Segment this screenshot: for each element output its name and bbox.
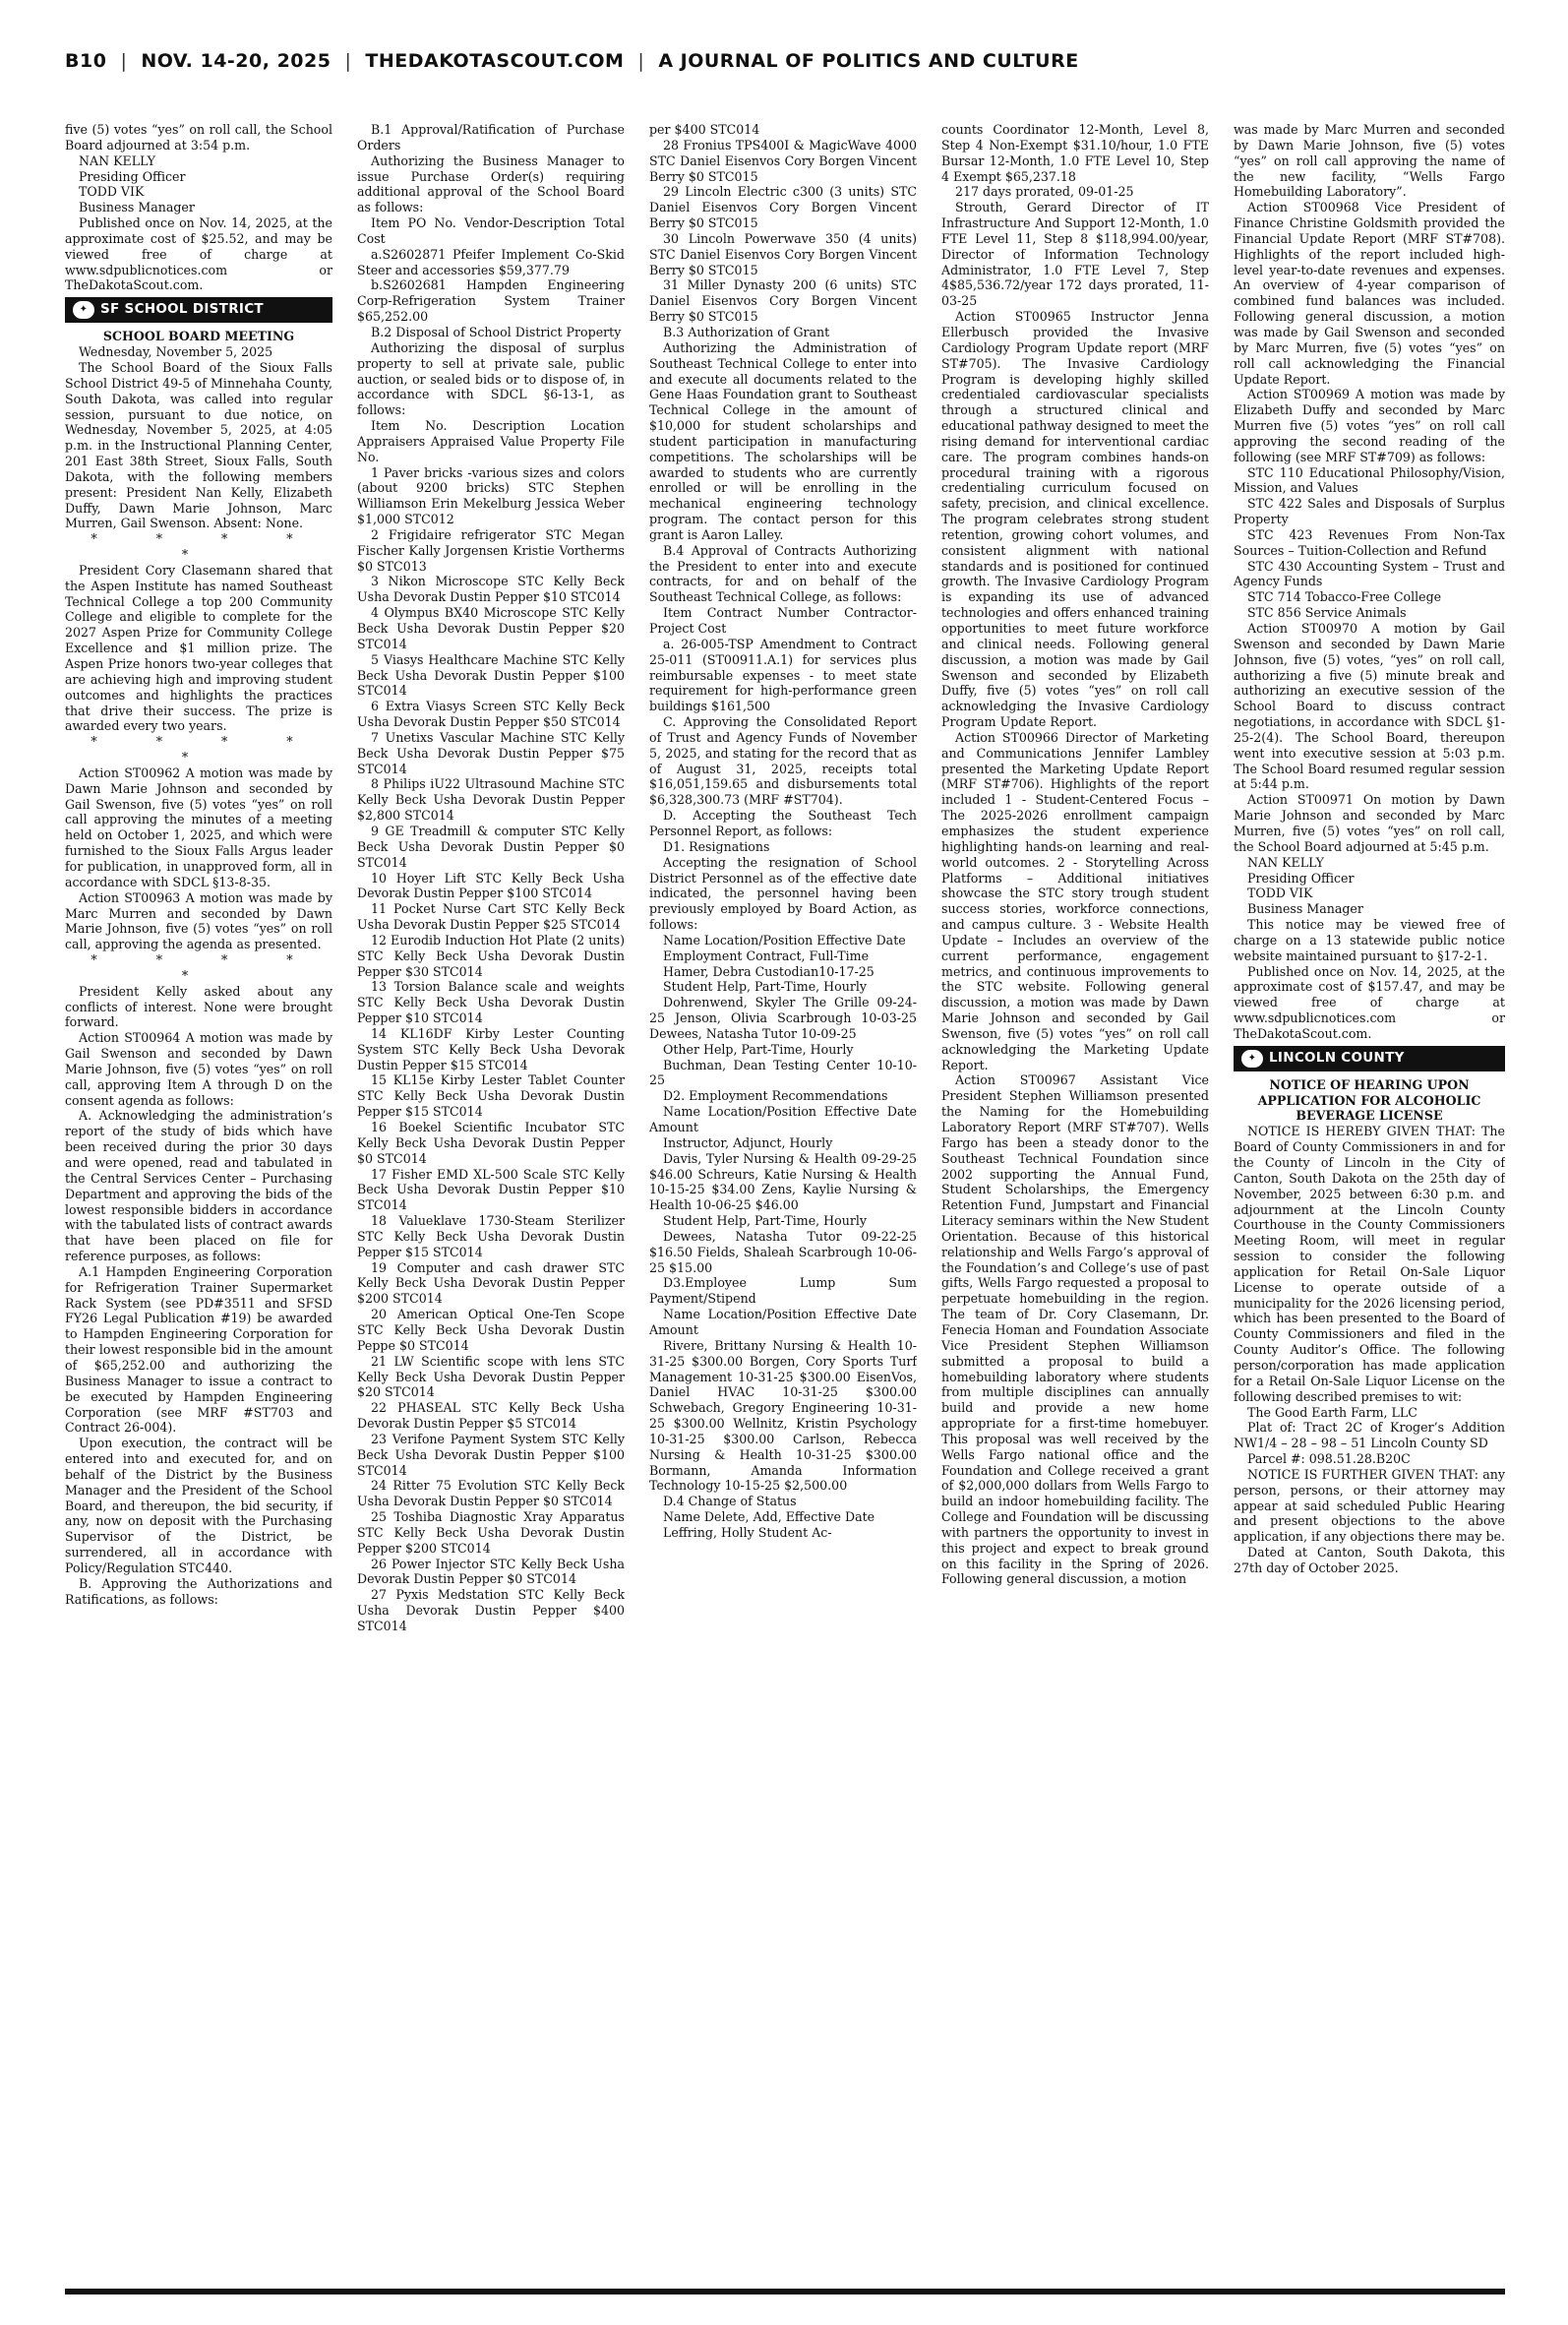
- paragraph: Item Contract Number Contractor-Project Cost: [649, 605, 917, 636]
- paragraph: Name Delete, Add, Effective Date: [663, 1509, 875, 1525]
- column-3: [649, 122, 917, 2287]
- paragraph: Item No. Description Location Appraisers Appraised Value Property File No.: [357, 418, 625, 464]
- list-item: 8 Philips iU22 Ultrasound Machine STC Kelly Beck Usha Devorak Dustin Pepper $2,800 STC014: [357, 776, 625, 824]
- list-item: 24 Ritter 75 Evolution STC Kelly Beck Usha Devorak Dustin Pepper $0 STC014: [357, 1478, 625, 1509]
- paragraph: Name Location/Position Effective Date Amount: [649, 1307, 917, 1337]
- paragraph: Parcel #: 098.51.28.B20C: [1247, 1451, 1411, 1467]
- list-item: 3 Nikon Microscope STC Kelly Beck Usha Devorak Dustin Pepper $10 STC014: [357, 574, 625, 605]
- list-item: 12 Eurodib Induction Hot Plate (2 units) STC Kelly Beck Usha Devorak Dustin Pepper $30 STC014: [357, 932, 625, 979]
- paragraph: D3.Employee Lump Sum Payment/Stipend: [649, 1275, 917, 1307]
- paragraph: per $400 STC014: [649, 122, 760, 137]
- list-item: STC 423 Revenues From Non-Tax Sources – Tuition-Collection and Refund: [1234, 526, 1505, 558]
- paragraph: President Kelly asked about any conflicts of interest. None were brought forward.: [65, 983, 332, 1030]
- list-item: 26 Power Injector STC Kelly Beck Usha Devorak Dustin Pepper $0 STC014: [357, 1556, 625, 1587]
- paragraph: NOTICE IS FURTHER GIVEN THAT: any person, persons, or their attorney may appear at said scheduled Public Hearing and present objections to the above application, if any objections there may be.: [1234, 1466, 1505, 1545]
- list-item: 27 Pyxis Medstation STC Kelly Beck Usha Devorak Dustin Pepper $400 STC014: [357, 1587, 625, 1633]
- section-divider: * * * * *: [90, 734, 321, 765]
- signature-title: Presiding Officer: [1247, 870, 1355, 886]
- list-item: 30 Lincoln Powerwave 350 (4 units) STC Daniel Eisenvos Cory Borgen Vincent Berry $0 STC015: [649, 230, 917, 277]
- list-item: 14 KL16DF Kirby Lester Counting System STC Kelly Beck Usha Devorak Dustin Pepper $15 STC014: [357, 1025, 625, 1072]
- paragraph: Other Help, Part-Time, Hourly: [663, 1041, 854, 1057]
- list-item: 13 Torsion Balance scale and weights STC Kelly Beck Usha Devorak Dustin Pepper $10 STC014: [357, 979, 625, 1026]
- list-item: STC 430 Accounting System – Trust and Agency Funds: [1234, 558, 1505, 589]
- notice-heading: NOTICE OF HEARING UPON APPLICATION FOR ALCOHOLIC BEVERAGE LICENSE: [1257, 1076, 1481, 1124]
- section-banner-lincoln-county: [1234, 1046, 1505, 1071]
- tagline: A JOURNAL OF POLITICS AND CULTURE: [658, 50, 1079, 72]
- paragraph: Action ST00965 Instructor Jenna Ellerbusch provided the Invasive Cardiology Program Update report (MRF ST#705). The Invasive Cardiology Program is developing highly skilled credentialed cardiovascular specialists through a structured clinical and educational pathway designed to meet the rising demand for interventional cardiac care. The program combines hands-on procedural training with a rigorous credentialing curriculum focused on safety, precision, and clinical excellence. The program celebrates strong student retention, growing cohort volumes, and consistent alignment with national standards and is positioned for continued growth. The Invasive Cardiology Program is expanding its use of advanced technologies and offers enhanced training opportunities to meet future workforce and clinical needs. Following general discussion, a motion was made by Gail Swenson and seconded by Elizabeth Duffy, five (5) votes “yes” on roll call acknowledging the Invasive Cardiology Program Update Report.: [941, 309, 1209, 730]
- paragraph: The Good Earth Farm, LLC: [1247, 1404, 1417, 1420]
- paragraph: Action ST00968 Vice President of Finance Christine Goldsmith provided the Financial Update Report (MRF ST#708). Highlights of the report included high-level year-to-date revenues and expenses. An overview of 4-year comparison of combined fund balances was included. Following general discussion, a motion was made by Gail Swenson and seconded by Marc Murren, five (5) votes “yes” on roll call acknowledging the Financial Update Report.: [1234, 200, 1505, 387]
- paragraph: counts Coordinator 12-Month, Level 8, Step 4 Non-Exempt $31.10/hour, 1.0 FTE Bursar 12-Month, 1.0 FTE Level 10, Step 4 Exempt $65,237.18: [941, 122, 1209, 184]
- list-item: 11 Pocket Nurse Cart STC Kelly Beck Usha Devorak Dustin Pepper $25 STC014: [357, 901, 625, 933]
- paragraph: Strouth, Gerard Director of IT Infrastructure And Support 12-Month, 1.0 FTE Level 11, Step 8 $118,994.00/year, Director of Information Technology Administrator, 1.0 FTE Level 7, Step 4$85,536.72/year 172 days prorated, 11-03-25: [941, 200, 1209, 309]
- signature-name: TODD VIK: [1247, 886, 1313, 901]
- list-item: STC 856 Service Animals: [1247, 605, 1407, 621]
- list-item: 31 Miller Dynasty 200 (6 units) STC Daniel Eisenvos Cory Borgen Vincent Berry $0 STC015: [649, 277, 917, 325]
- paragraph: a. 26-005-TSP Amendment to Contract 25-011 (ST00911.A.1) for services plus reimbursable expenses - to meet state requirement for high-performance green buildings $161,500: [649, 636, 917, 714]
- column-4: [941, 122, 1209, 2287]
- list-item: 4 Olympus BX40 Microscope STC Kelly Beck Usha Devorak Dustin Pepper $20 STC014: [357, 605, 625, 651]
- bottom-rule: [65, 2289, 1505, 2294]
- list-item: 23 Verifone Payment System STC Kelly Beck Usha Devorak Dustin Pepper $100 STC014: [357, 1431, 625, 1478]
- header-separator: |: [637, 50, 645, 72]
- paragraph: This notice may be viewed free of charge on a 13 statewide public notice website maintained pursuant to §17-2-1.: [1234, 917, 1505, 963]
- list-item: 29 Lincoln Electric c300 (3 units) STC Daniel Eisenvos Cory Borgen Vincent Berry $0 STC015: [649, 184, 917, 231]
- list-item: 5 Viasys Healthcare Machine STC Kelly Beck Usha Devorak Dustin Pepper $100 STC014: [357, 651, 625, 699]
- paragraph: Published once on Nov. 14, 2025, at the approximate cost of $157.47, and may be viewed free of charge at www.sdpublicnotices.com or TheDakotaScout.com.: [1234, 963, 1505, 1041]
- list-item: 2 Frigidaire refrigerator STC Megan Fischer Kally Jorgensen Kristie Vortherms $0 STC013: [357, 526, 625, 574]
- section-banner-sf-school-district: [65, 297, 332, 323]
- issue-date: NOV. 14-20, 2025: [141, 50, 332, 72]
- paragraph: Student Help, Part-Time, Hourly: [663, 1213, 867, 1229]
- list-item: 6 Extra Viasys Screen STC Kelly Beck Usha Devorak Dustin Pepper $50 STC014: [357, 699, 625, 730]
- header-separator: |: [120, 50, 128, 72]
- paragraph: A. Acknowledging the administration’s report of the study of bids which have been received during the prior 30 days and were opened, read and tabulated in the Central Services Center – Purchasing Department and approving the bids of the lowest responsible bidders in accordance with the tabulated lists of contract awards that have been placed on file for reference purposes, as follows:: [65, 1108, 332, 1264]
- section-divider: * * * * *: [90, 531, 321, 563]
- signature-name: TODD VIK: [79, 184, 145, 200]
- paragraph: D1. Resignations: [663, 838, 770, 854]
- notice-heading: SCHOOL BOARD MEETING: [102, 329, 295, 344]
- signature-title: Presiding Officer: [79, 168, 186, 184]
- paragraph: Name Location/Position Effective Date Amount: [649, 1104, 917, 1134]
- list-item: 21 LW Scientific scope with lens STC Kelly Beck Usha Devorak Dustin Pepper $20 STC014: [357, 1353, 625, 1400]
- list-item: 7 Unetixs Vascular Machine STC Kelly Beck Usha Devorak Dustin Pepper $75 STC014: [357, 729, 625, 776]
- list-item: 9 GE Treadmill & computer STC Kelly Beck Usha Devorak Dustin Pepper $0 STC014: [357, 823, 625, 870]
- paragraph: a.S2602871 Pfeifer Implement Co-Skid Steer and accessories $59,377.79: [357, 246, 625, 277]
- paragraph: Dohrenwend, Skyler The Grille 09-24-25 Jenson, Olivia Scarbrough 10-03-25 Dewees, Natasha Tutor 10-09-25: [649, 995, 917, 1041]
- paragraph: Wednesday, November 5, 2025: [79, 344, 273, 360]
- paragraph: Plat of: Tract 2C of Kroger’s Addition NW1/4 – 28 – 98 – 51 Lincoln County SD: [1234, 1420, 1505, 1451]
- paragraph: Item PO No. Vendor-Description Total Cost: [357, 215, 625, 246]
- paragraph: The School Board of the Sioux Falls School District 49-5 of Minnehaha County, South Dakota, was called into regular session, pursuant to due notice, on Wednesday, November 5, 2025, at 4:05 p.m. in the Instructional Planning Center, 201 East 38th Street, Sioux Falls, South Dakota, with the following members present: President Nan Kelly, Elizabeth Duffy, Dawn Marie Johnson, Marc Murren, Gail Swenson. Absent: None.: [65, 359, 332, 531]
- paragraph: five (5) votes “yes” on roll call, the School Board adjourned at 3:54 p.m.: [65, 122, 332, 153]
- paragraph: Published once on Nov. 14, 2025, at the approximate cost of $25.52, and may be viewed free of charge at www.sdpublicnotices.com or TheDakotaScout.com.: [65, 215, 332, 293]
- signature-name: NAN KELLY: [1247, 854, 1324, 870]
- section-banner-label: SF SCHOOL DISTRICT: [100, 301, 264, 318]
- paragraph: D2. Employment Recommendations: [663, 1088, 888, 1104]
- paragraph: B.3 Authorization of Grant: [663, 324, 830, 339]
- paragraph: NOTICE IS HEREBY GIVEN THAT: The Board of County Commissioners in and for the County of Lincoln in the City of Canton, South Dakota on the 25th day of November, 2025 between 6:30 p.m. and adjournment at the Lincoln County Courthouse in the County Commissioners Meeting Room, will meet in regular session to consider the following application for Retail On-Sale Liquor License to operate outside of a municipality for the 2026 licensing period, which has been presented to the Board of County Commissioners and filed in the County Auditor’s Office. The following person/corporation has made application for a Retail On-Sale Liquor License on the following described premises to wit:: [1234, 1124, 1505, 1404]
- paragraph: Accepting the resignation of School District Personnel as of the effective date indicated, the personnel having been previously employed by Board Action, as follows:: [649, 854, 917, 933]
- signature-name: NAN KELLY: [79, 153, 155, 168]
- list-item: STC 422 Sales and Disposals of Surplus Property: [1234, 496, 1505, 527]
- list-item: 19 Computer and cash drawer STC Kelly Beck Usha Devorak Dustin Pepper $200 STC014: [357, 1259, 625, 1307]
- paragraph: b.S2602681 Hampden Engineering Corp-Refrigeration System Trainer $65,252.00: [357, 277, 625, 325]
- paragraph: Authorizing the disposal of surplus property to sell at private sale, public auction, or sealed bids or to dispose of, in accordance with SDCL §6-13-1, as follows:: [357, 339, 625, 418]
- list-item: 28 Fronius TPS400I & MagicWave 4000 STC Daniel Eisenvos Cory Borgen Vincent Berry $0 STC015: [649, 137, 917, 184]
- paragraph: Rivere, Brittany Nursing & Health 10-31-25 $300.00 Borgen, Cory Sports Turf Management 10-31-25 $300.00 EisenVos, Daniel HVAC 10-31-25 $300.00 Schwebach, Gregory Engineering 10-31-25 $300.00 Wellnitz, Kristin Psychology 10-31-25 $300.00 Carlson, Rebecca Nursing & Health 10-31-25 $300.00 Bormann, Amanda Information Technology 10-15-25 $2,500.00: [649, 1337, 917, 1494]
- list-item: 25 Toshiba Diagnostic Xray Apparatus STC Kelly Beck Usha Devorak Dustin Pepper $200 STC014: [357, 1509, 625, 1556]
- paragraph: Action ST00966 Director of Marketing and Communications Jennifer Lambley presented the Marketing Update Report (MRF ST#706). Highlights of the report included 1 - Student-Centered Focus – The 2025-2026 enrollment campaign emphasizes the student experience highlighting hands-on learning and real-world outcomes. 2 - Storytelling Across Platforms – Additional initiatives showcase the STC story trough student success stories, workforce connections, and campus culture. 3 - Website Health Update – Includes an overview of the current performance, engagement metrics, and continuous improvements to the STC website. Following general discussion, a motion was made by Dawn Marie Johnson and seconded by Gail Swenson, five (5) votes “yes” on roll call acknowledging the Marketing Update Report.: [941, 729, 1209, 1072]
- list-item: 1 Paver bricks -various sizes and colors (about 9200 bricks) STC Stephen Williamson Erin Mekelburg Jessica Weber $1,000 STC012: [357, 464, 625, 527]
- paragraph: Authorizing the Administration of Southeast Technical College to enter into and execute all documents related to the Gene Haas Foundation grant to Southeast Technical College in the amount of $10,000 for student scholarships and student participation in manufacturing competitions. The scholarships will be awarded to students who are currently enrolled or will be enrolling in the mechanical engineering technology program. The contact person for this grant is Aaron Lalley.: [649, 339, 917, 542]
- list-item: 22 PHASEAL STC Kelly Beck Usha Devorak Dustin Pepper $5 STC014: [357, 1400, 625, 1432]
- list-item: STC 714 Tobacco-Free College: [1247, 589, 1442, 605]
- paragraph: Leffring, Holly Student Ac-: [663, 1524, 832, 1540]
- paragraph: Authorizing the Business Manager to issue Purchase Order(s) requiring additional approval of the School Board as follows:: [357, 153, 625, 215]
- paragraph: B.1 Approval/Ratification of Purchase Orders: [357, 122, 625, 153]
- paragraph: Hamer, Debra Custodian10-17-25: [663, 963, 874, 979]
- list-item: 20 American Optical One-Ten Scope STC Kelly Beck Usha Devorak Dustin Peppe $0 STC014: [357, 1307, 625, 1353]
- paragraph: Name Location/Position Effective Date: [663, 932, 906, 948]
- paragraph: B. Approving the Authorizations and Ratifications, as follows:: [65, 1575, 332, 1607]
- notice-columns: [65, 122, 1505, 2287]
- list-item: STC 110 Educational Philosophy/Vision, Mission, and Values: [1234, 464, 1505, 496]
- header-separator: |: [344, 50, 352, 72]
- column-5: [1234, 122, 1505, 2287]
- page-header: [65, 39, 1505, 83]
- paragraph: B.4 Approval of Contracts Authorizing the President to enter into and execute contracts, for and on behalf of the Southeast Technical College, as follows:: [649, 542, 917, 605]
- paragraph: Upon execution, the contract will be entered into and executed for, and on behalf of the District by the Business Manager and the President of the School Board, and thereupon, the bid security, if any, now on deposit with the Purchasing Supervisor of the District, be surrendered, all in accordance with Policy/Regulation STC440.: [65, 1436, 332, 1575]
- list-item: 18 Valueklave 1730-Steam Sterilizer STC Kelly Beck Usha Devorak Dustin Pepper $15 STC014: [357, 1213, 625, 1259]
- paragraph: President Cory Clasemann shared that the Aspen Institute has named Southeast Technical College a top 200 Community College and eligible to complete for the 2027 Aspen Prize for Community College Excellence and $1 million prize. The Aspen Prize honors two-year colleges that are achieving high and improving student outcomes and highlights the practices that drive their success. The prize is awarded every two years.: [65, 562, 332, 734]
- paragraph: 217 days prorated, 09-01-25: [955, 184, 1134, 200]
- list-item: 15 KL15e Kirby Lester Tablet Counter STC Kelly Beck Usha Devorak Dustin Pepper $15 STC014: [357, 1072, 625, 1120]
- column-2: [357, 122, 625, 2287]
- page-number: B10: [65, 50, 107, 72]
- signature-title: Business Manager: [1247, 901, 1363, 917]
- paragraph: Action ST00969 A motion was made by Elizabeth Duffy and seconded by Marc Murren five (5) votes “yes” on roll call approving the second reading of the following (see MRF ST#709) as follows:: [1234, 387, 1505, 464]
- paragraph: Dewees, Natasha Tutor 09-22-25 $16.50 Fields, Shaleah Scarbrough 10-06-25 $15.00: [649, 1228, 917, 1275]
- paragraph: Action ST00963 A motion was made by Marc Murren and seconded by Dawn Marie Johnson, five (5) votes “yes” on roll call, approving the agenda as presented.: [65, 889, 332, 952]
- list-item: 16 Boekel Scientific Incubator STC Kelly Beck Usha Devorak Dustin Pepper $0 STC014: [357, 1120, 625, 1166]
- site-link[interactable]: THEDAKOTASCOUT.COM: [365, 50, 625, 72]
- paragraph: Buchman, Dean Testing Center 10-10-25: [649, 1057, 917, 1088]
- paragraph: D.4 Change of Status: [663, 1494, 797, 1509]
- paragraph: Davis, Tyler Nursing & Health 09-29-25 $46.00 Schreurs, Katie Nursing & Health 10-15-25 $34.00 Zens, Kaylie Nursing & Health 10-06-25 $46.00: [649, 1150, 917, 1213]
- column-1: [65, 122, 332, 2287]
- paragraph: Dated at Canton, South Dakota, this 27th day of October 2025.: [1234, 1545, 1505, 1575]
- paragraph: Action ST00962 A motion was made by Dawn Marie Johnson and seconded by Gail Swenson, five (5) votes “yes” on roll call approving the minutes of a meeting held on October 1, 2025, and which were furnished to the Sioux Falls Argus leader for publication, in unapproved form, all in accordance with SDCL §13-8-35.: [65, 765, 332, 889]
- paragraph: D. Accepting the Southeast Tech Personnel Report, as follows:: [649, 808, 917, 838]
- paragraph: B.2 Disposal of School District Property: [371, 324, 622, 339]
- paragraph: C. Approving the Consolidated Report of Trust and Agency Funds of November 5, 2025, and stating for the record that as of August 31, 2025, receipts total $16,051,159.65 and disbursements total $6,328,300.73 (MRF #ST704).: [649, 714, 917, 808]
- list-item: 17 Fisher EMD XL-500 Scale STC Kelly Beck Usha Devorak Dustin Pepper $10 STC014: [357, 1166, 625, 1213]
- paragraph: Instructor, Adjunct, Hourly: [663, 1134, 833, 1150]
- paragraph: Action ST00967 Assistant Vice President Stephen Williamson presented the Naming for the Homebuilding Laboratory Report (MRF ST#707). Wells Fargo has been a steady donor to the Southeast Technical Foundation since 2002 supporting the Annual Fund, Student Scholarships, the Emergency Retention Fund, Jumpstart and Financial Literacy seminars within the New Student Orientation. Because of this historical relationship and Wells Fargo’s approval of the Foundation’s and College’s use of past gifts, Wells Fargo requested a proposal to perpetuate homebuilding in the region. The team of Dr. Cory Clasemann, Dr. Fenecia Homan and Foundation Associate Vice President Stephen Williamson submitted a proposal to build a homebuilding laboratory where students from multiple disciplines can annually build and provide a new home appropriate for a first-time homebuyer. This proposal was well received by the Wells Fargo national office and the Foundation and College received a grant of $2,000,000 dollars from Wells Fargo to build an indoor homebuilding facility. The College and Foundation will be discussing with partners the opportunity to invest in this project and expect to break ground on this facility in the Spring of 2026. Following general discussion, a motion: [941, 1072, 1209, 1587]
- paragraph: Employment Contract, Full-Time: [663, 948, 870, 963]
- section-banner-label: LINCOLN COUNTY: [1269, 1049, 1405, 1066]
- paragraph: was made by Marc Murren and seconded by Dawn Marie Johnson, five (5) votes “yes” on roll call approving the name of the new facility, “Wells Fargo Homebuilding Laboratory”.: [1234, 122, 1505, 200]
- scout-logo-icon: ✦: [73, 301, 94, 319]
- paragraph: Action ST00971 On motion by Dawn Marie Johnson and seconded by Marc Murren, five (5) votes “yes” on roll call, the School Board adjourned at 5:45 p.m.: [1234, 792, 1505, 854]
- section-divider: * * * * *: [90, 952, 321, 983]
- paragraph: Action ST00964 A motion was made by Gail Swenson and seconded by Dawn Marie Johnson, five (5) votes “yes” on roll call, approving Item A through D on the consent agenda as follows:: [65, 1030, 332, 1108]
- signature-title: Business Manager: [79, 200, 195, 215]
- list-item: 10 Hoyer Lift STC Kelly Beck Usha Devorak Dustin Pepper $100 STC014: [357, 870, 625, 901]
- paragraph: Action ST00970 A motion by Gail Swenson and seconded by Dawn Marie Johnson, five (5) votes, “yes” on roll call, authorizing a five (5) minute break and authorizing an executive session of the School Board to discuss contract negotiations, in accordance with SDCL §1-25-2(4). The School Board, thereupon went into executive session at 5:03 p.m. The School Board resumed regular session at 5:44 p.m.: [1234, 621, 1505, 792]
- paragraph: Student Help, Part-Time, Hourly: [663, 979, 867, 995]
- paragraph: A.1 Hampden Engineering Corporation for Refrigeration Trainer Supermarket Rack System (see PD#3511 and SFSD FY26 Legal Publication #19) be awarded to Hampden Engineering Corporation for their lowest responsible bid in the amount of $65,252.00 and authorizing the Business Manager to issue a contract to be executed by Hampden Engineering Corporation (see MRF #ST703 and Contract 26-004).: [65, 1263, 332, 1436]
- scout-logo-icon: ✦: [1241, 1050, 1263, 1068]
